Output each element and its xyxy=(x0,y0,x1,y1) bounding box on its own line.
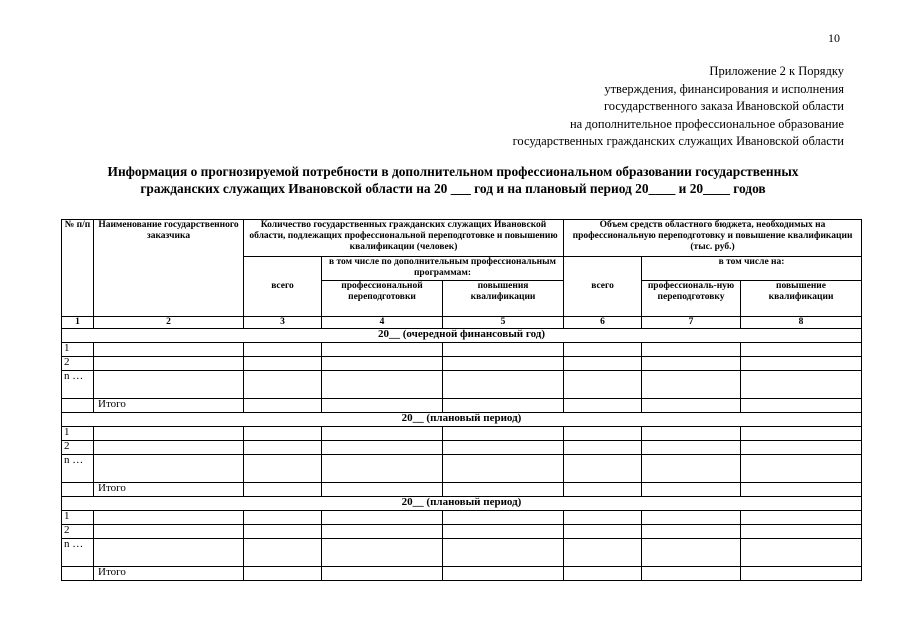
appendix-line: утверждения, финансирования и исполнения xyxy=(604,81,844,96)
header-funds-retraining: профессиональ-ную переподготовку xyxy=(642,281,741,317)
column-number-row xyxy=(62,317,862,329)
table-row xyxy=(62,539,862,567)
table-cell xyxy=(244,525,322,539)
page-number: 10 xyxy=(828,31,840,45)
table-row xyxy=(62,525,862,539)
table-cell xyxy=(94,343,244,357)
forecast-table xyxy=(61,219,862,581)
table-cell xyxy=(94,511,244,525)
table-cell xyxy=(443,539,564,567)
column-number: 3 xyxy=(244,317,322,329)
row-number: n … xyxy=(62,371,94,399)
header-count-total: всего xyxy=(244,257,322,317)
table-row xyxy=(62,343,862,357)
table-cell xyxy=(741,539,862,567)
appendix-line: Приложение 2 к Порядку xyxy=(709,64,844,78)
table-cell xyxy=(564,455,642,483)
table-cell xyxy=(322,343,443,357)
table-cell xyxy=(741,371,862,399)
row-number: 2 xyxy=(62,525,94,539)
table-cell xyxy=(322,441,443,455)
column-number: 5 xyxy=(443,317,564,329)
table-row xyxy=(62,371,862,399)
table-cell xyxy=(443,399,564,413)
row-number: 1 xyxy=(62,511,94,525)
header-funds-group: Объем средств областного бюджета, необходимых на профессиональную переподготовку и повышение квалификации (тыс. руб.) xyxy=(564,220,862,257)
table-cell xyxy=(322,511,443,525)
table-cell xyxy=(244,511,322,525)
table-cell xyxy=(741,567,862,581)
table-cell xyxy=(564,399,642,413)
table-row xyxy=(62,455,862,483)
section-title: 20__ (плановый период) xyxy=(62,413,862,427)
table-cell xyxy=(642,343,741,357)
table-cell xyxy=(564,567,642,581)
header-funds-total: всего xyxy=(564,257,642,317)
total-row xyxy=(62,399,862,413)
table-cell xyxy=(642,357,741,371)
table-cell xyxy=(443,511,564,525)
table-cell xyxy=(564,511,642,525)
table-cell xyxy=(244,371,322,399)
table-cell xyxy=(94,371,244,399)
table-cell xyxy=(322,539,443,567)
table-cell xyxy=(642,399,741,413)
table-cell xyxy=(564,483,642,497)
table-cell xyxy=(741,343,862,357)
table-cell xyxy=(642,427,741,441)
table-cell xyxy=(94,525,244,539)
column-number: 6 xyxy=(564,317,642,329)
section-row xyxy=(62,413,862,427)
row-number: 2 xyxy=(62,441,94,455)
table-cell xyxy=(564,357,642,371)
table-cell xyxy=(322,427,443,441)
table-cell xyxy=(443,371,564,399)
table-cell xyxy=(62,399,94,413)
table-cell xyxy=(322,525,443,539)
header-count-qualification: повышения квалификации xyxy=(443,281,564,317)
table-cell xyxy=(94,357,244,371)
table-cell xyxy=(564,371,642,399)
table-cell xyxy=(443,343,564,357)
table-cell xyxy=(741,427,862,441)
header-count-incl: в том числе по дополнительным профессиональным программам: xyxy=(322,257,564,281)
row-number: 1 xyxy=(62,343,94,357)
table-cell xyxy=(94,455,244,483)
table-cell xyxy=(94,441,244,455)
column-number: 7 xyxy=(642,317,741,329)
row-number: 2 xyxy=(62,357,94,371)
column-number: 2 xyxy=(94,317,244,329)
table-cell xyxy=(443,567,564,581)
column-number: 8 xyxy=(741,317,862,329)
table-row xyxy=(62,441,862,455)
table-cell xyxy=(741,511,862,525)
table-cell xyxy=(741,357,862,371)
table-cell xyxy=(322,371,443,399)
table-cell xyxy=(244,483,322,497)
table-cell xyxy=(741,441,862,455)
table-cell xyxy=(642,371,741,399)
table-cell xyxy=(244,427,322,441)
table-cell xyxy=(564,539,642,567)
table-cell xyxy=(94,427,244,441)
table-cell xyxy=(642,511,741,525)
table-cell xyxy=(642,483,741,497)
table-cell xyxy=(741,525,862,539)
table-row xyxy=(62,427,862,441)
table-cell xyxy=(741,483,862,497)
table-cell xyxy=(244,399,322,413)
table-cell xyxy=(244,567,322,581)
table-cell xyxy=(443,455,564,483)
table-cell xyxy=(94,539,244,567)
section-title: 20__ (плановый период) xyxy=(62,497,862,511)
row-number: n … xyxy=(62,455,94,483)
header-customer: Наименование государственного заказчика xyxy=(94,220,244,317)
table-cell xyxy=(244,357,322,371)
table-cell xyxy=(443,483,564,497)
table-cell xyxy=(443,357,564,371)
table-cell xyxy=(322,399,443,413)
total-row xyxy=(62,567,862,581)
table-cell xyxy=(62,483,94,497)
header-count-retraining: профессиональной переподготовки xyxy=(322,281,443,317)
table-cell xyxy=(322,357,443,371)
table-cell xyxy=(741,455,862,483)
total-label: Итого xyxy=(94,483,244,497)
table-cell xyxy=(642,525,741,539)
table-row xyxy=(62,511,862,525)
header-funds-incl: в том числе на: xyxy=(642,257,862,281)
table-cell xyxy=(443,525,564,539)
table-cell xyxy=(564,525,642,539)
table-row xyxy=(62,357,862,371)
section-row xyxy=(62,497,862,511)
table-cell xyxy=(322,483,443,497)
table-cell xyxy=(642,567,741,581)
appendix-header xyxy=(513,63,844,151)
table-cell xyxy=(642,441,741,455)
table-cell xyxy=(564,427,642,441)
table-cell xyxy=(443,441,564,455)
title-line: Информация о прогнозируемой потребности в дополнительном профессиональном образовании государственных xyxy=(107,164,799,179)
column-number: 1 xyxy=(62,317,94,329)
table-cell xyxy=(741,399,862,413)
appendix-line: на дополнительное профессиональное образование xyxy=(569,116,844,131)
header-funds-qualification: повышение квалификации xyxy=(741,281,862,317)
total-label: Итого xyxy=(94,399,244,413)
table-cell xyxy=(244,441,322,455)
table-cell xyxy=(244,455,322,483)
table-cell xyxy=(564,441,642,455)
table-cell xyxy=(62,567,94,581)
appendix-line: государственных гражданских служащих Ивановской области xyxy=(512,134,844,148)
table-cell xyxy=(443,427,564,441)
header-count-group: Количество государственных гражданских служащих Ивановской области, подлежащих профессиональной переподготовке и повышению квалификации (человек) xyxy=(244,220,564,257)
table-cell xyxy=(244,539,322,567)
total-label: Итого xyxy=(94,567,244,581)
header-num: № п/п xyxy=(62,220,94,317)
table-cell xyxy=(244,343,322,357)
row-number: 1 xyxy=(62,427,94,441)
document-title xyxy=(58,163,848,197)
title-line: гражданских служащих Ивановской области на 20 ___ год и на плановый период 20____ и 20____ годов xyxy=(140,181,766,196)
table-cell xyxy=(642,539,741,567)
table-cell xyxy=(322,567,443,581)
section-row xyxy=(62,329,862,343)
total-row xyxy=(62,483,862,497)
row-number: n … xyxy=(62,539,94,567)
table-cell xyxy=(322,455,443,483)
section-title: 20__ (очередной финансовый год) xyxy=(62,329,862,343)
table-cell xyxy=(564,343,642,357)
table-cell xyxy=(642,455,741,483)
appendix-line: государственного заказа Ивановской области xyxy=(603,99,844,113)
column-number: 4 xyxy=(322,317,443,329)
